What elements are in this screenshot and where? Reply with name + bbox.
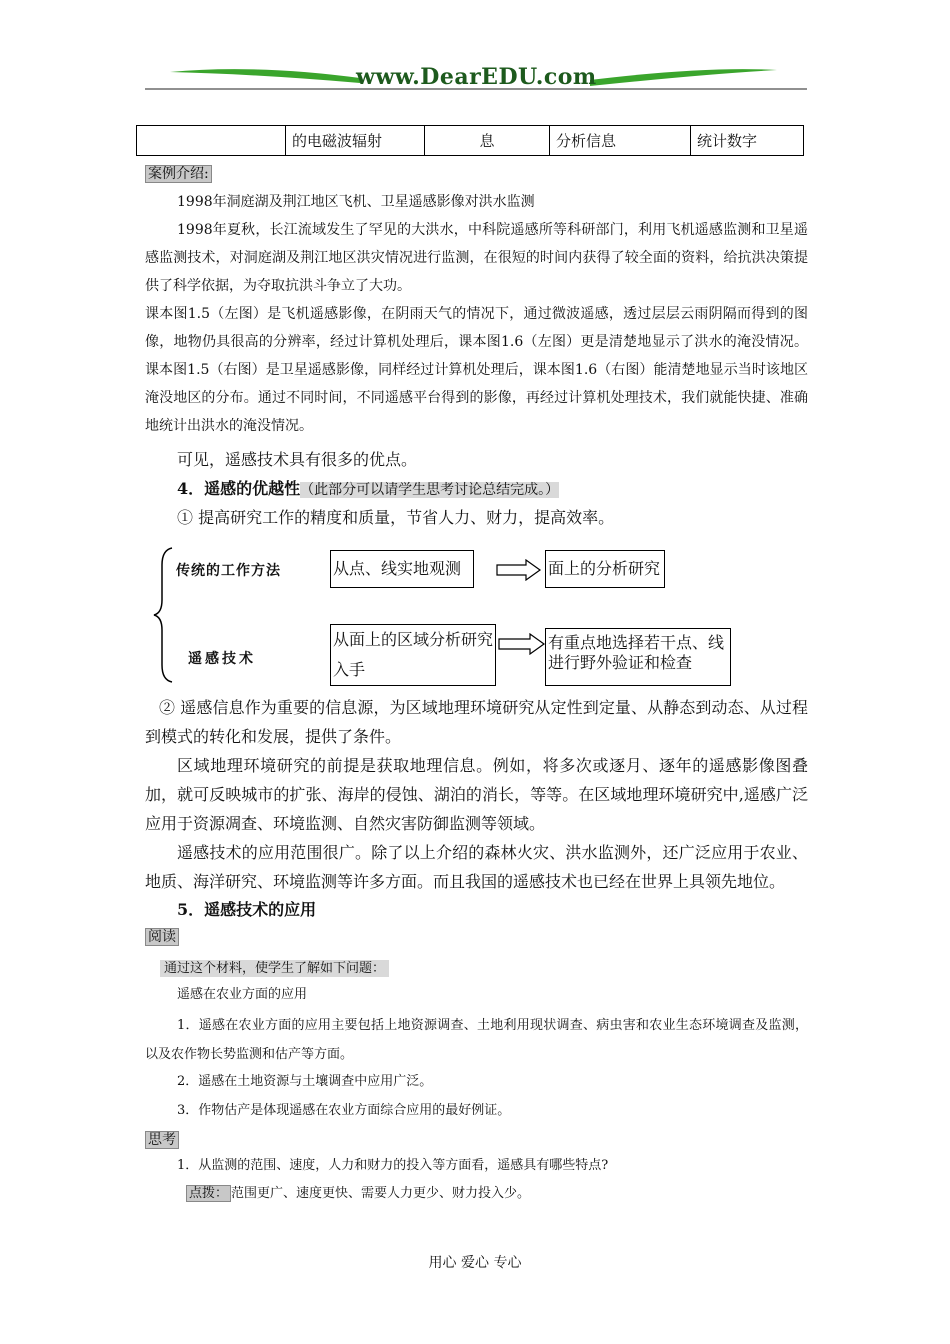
advantage-2: ② 遥感信息作为重要的信息源，为区域地理环境研究从定性到定量、从静态到动态、从过程到模式的转化和发展，提供了条件。 [145,698,808,746]
agri-item-3: 3．作物估产是体现遥感在农业方面综合应用的最好例证。 [177,1103,511,1118]
agri-item-1: 1．遥感在农业方面的应用主要包括上地资源调查、土地利用现状调查、病虫害和农业生态环境调查及监测，以及农作物长势监测和估产等方面。 [145,1018,808,1062]
read-intro: 通过这个材料，使学生了解如下问题： [160,957,389,976]
arrow-right-icon [498,633,546,655]
signal-table [136,125,804,156]
hint-line [186,1183,530,1205]
case-label: 案例介绍: [145,163,212,183]
agri-title: 遥感在农业方面的应用 [177,987,308,1002]
table-cell [137,126,286,156]
table-cell: 的电磁波辐射 [286,126,425,156]
agri-item-2: 2．遥感在土地资源与土壤调查中应用广泛。 [177,1074,433,1089]
applications-paragraph: 遥感技术的应用范围很广。除了以上介绍的森林火灾、洪水监测外，还广泛应用于农业、地质、海洋研究、环境监测等许多方面。而且我国的遥感技术也已经在世界上具领先地位。 [145,843,808,891]
section-4-heading [145,474,808,505]
diagram-row2-label: 遥感技术 [188,651,256,667]
table-cell: 分析信息 [550,126,691,156]
arrow-right-icon [496,559,542,581]
table-cell: 息 [425,126,550,156]
read-label: 阅读 [145,926,179,946]
section-4-title: 4．遥感的优越性 [177,479,301,498]
hint-label: 点拨： [186,1185,231,1202]
case-paragraph-2: 课本图1.5（左图）是飞机遥感影像，在阴雨天气的情况下，通过微波遥感，透过层层云雨阴隔而得到的图像，地物仍具很高的分辨率，经过计算机处理后，课本图1.6（左图）更是清楚地显示了洪水的淹没情况。课本图1.5（右图）是卫星遥感影像，同样经过计算机处理后，课本图1.6（右图）能清楚地显示当时该地区淹没地区的分布。通过不同时间，不同遥感平台得到的影像，再经过计算机处理技术，我们就能快捷、准确地统计出洪水的淹没情况。 [145,306,808,434]
region-paragraph: 区域地理环境研究的前提是获取地理信息。例如，将多次或逐月、逐年的遥感影像图叠加，就可反映城市的扩张、海岸的侵蚀、湖泊的消长，等等。在区域地理环境研究中,遥感广泛应用于资源凋查、环境监测、自然灾害防御监测等领域。 [145,756,808,833]
think-label: 思考 [145,1129,179,1149]
case-paragraph-1: 1998年夏秋，长江流域发生了罕见的大洪水，中科院遥感所等科研部门，利用飞机遥感监测和卫星遥感监测技术，对洞庭湖及荆江地区洪灾情况进行监测，在很短的时间内获得了较全面的资料，给抗洪决策提供了科学依据，为夺取抗洪斗争立了大功。 [145,222,808,294]
case-title: 1998年洞庭湖及荆江地区飞机、卫星遥感影像对洪水监测 [177,194,535,210]
conclusion-text: 可见，遥感技术具有很多的优点。 [177,450,418,469]
section-4-note: （此部分可以请学生思考讨论总结完成。） [300,482,560,498]
diagram-row1-from: 从点、线实地观测 [330,550,474,588]
diagram-row2-to: 有重点地选择若干点、线进行野外验证和检查 [545,628,731,686]
table-cell: 统计数字 [691,126,804,156]
hint-text: 范围更广、速度更快、需要人力更少、财力投入少。 [231,1186,531,1201]
diagram-row1-to: 面上的分析研究 [545,550,665,588]
question-1: 1．从监测的范围、速度，人力和财力的投入等方面看，遥感具有哪些特点? [177,1158,609,1173]
section-5-title: 5．遥感技术的应用 [177,900,317,919]
diagram-row2-from: 从面上的区域分析研究入手 [330,624,496,686]
diagram-row1-label: 传统的工作方法 [176,563,281,579]
page-footer: 用心 爱心 专心 [428,1255,522,1271]
logo-text: www.DearEDU.com [356,64,597,90]
advantage-1: ① 提高研究工作的精度和质量，节省人力、财力，提高效率。 [177,508,615,527]
table-row [137,126,804,156]
